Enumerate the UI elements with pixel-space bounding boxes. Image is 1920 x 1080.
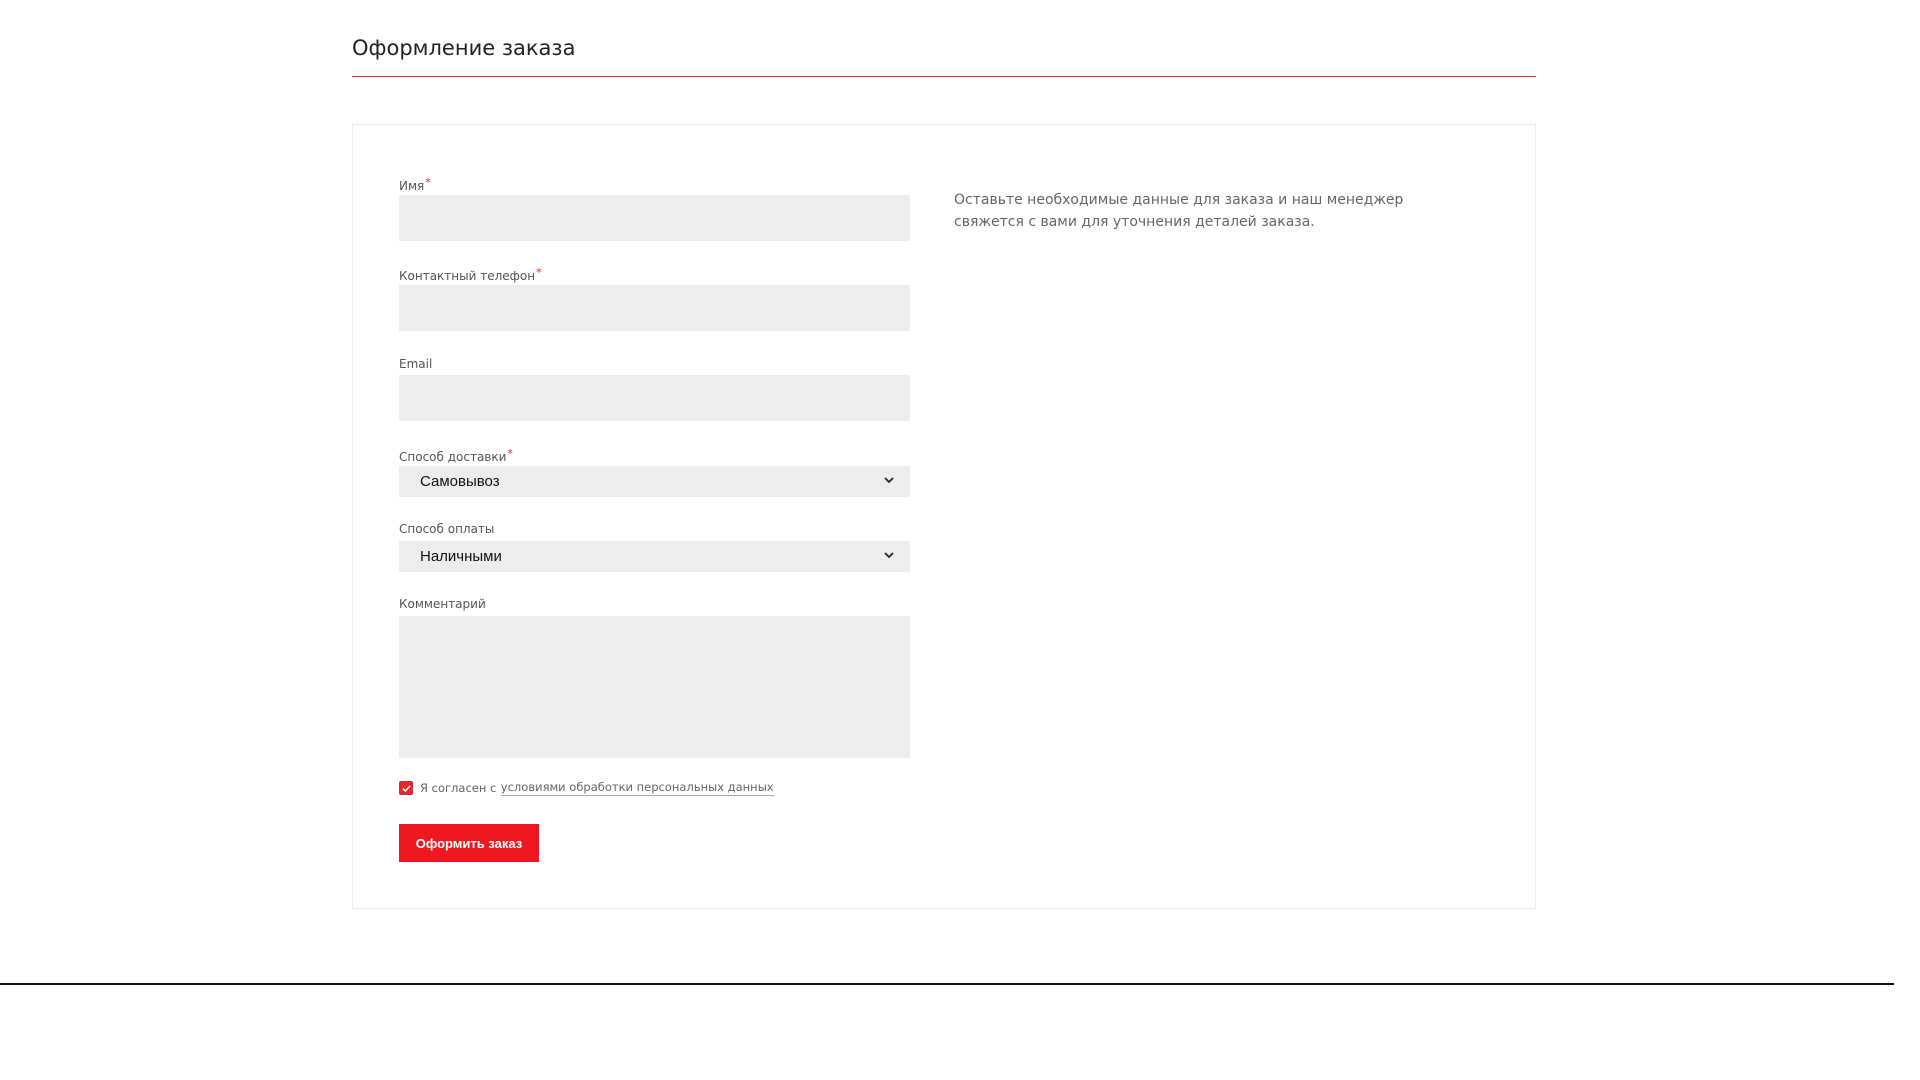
name-label: Имя* <box>399 176 431 193</box>
comment-label: Комментарий <box>399 597 486 611</box>
chevron-down-icon <box>882 473 896 487</box>
comment-textarea[interactable] <box>399 616 910 758</box>
required-mark: * <box>425 176 431 189</box>
required-mark: * <box>507 447 513 460</box>
name-input[interactable] <box>399 195 910 241</box>
payment-select[interactable] <box>399 541 910 572</box>
delivery-label: Способ доставки* <box>399 447 513 464</box>
personal-data-terms-link[interactable]: условиями обработки персональных данных <box>500 780 774 794</box>
payment-selected-value: Наличными <box>420 548 502 565</box>
email-label: Email <box>399 357 433 371</box>
required-mark: * <box>536 266 542 279</box>
email-input[interactable] <box>399 375 910 421</box>
consent-checkbox[interactable] <box>399 781 413 795</box>
chevron-down-icon <box>882 548 896 562</box>
consent-text: Я согласен с <box>420 781 497 795</box>
delivery-select[interactable] <box>399 466 910 497</box>
footer-divider <box>0 983 1894 985</box>
submit-order-button[interactable]: Оформить заказ <box>399 824 539 862</box>
payment-label: Способ оплаты <box>399 522 495 536</box>
page-title: Оформление заказа <box>352 36 576 60</box>
consent-row <box>399 780 774 796</box>
check-icon <box>401 783 412 794</box>
phone-input[interactable] <box>399 285 910 331</box>
delivery-selected-value: Самовывоз <box>420 473 500 490</box>
phone-label: Контактный телефон* <box>399 266 542 283</box>
order-info-text: Оставьте необходимые данные для заказа и наш менеджер свяжется с вами для уточнения деталей заказа. <box>954 192 1404 230</box>
title-divider <box>352 76 1536 77</box>
